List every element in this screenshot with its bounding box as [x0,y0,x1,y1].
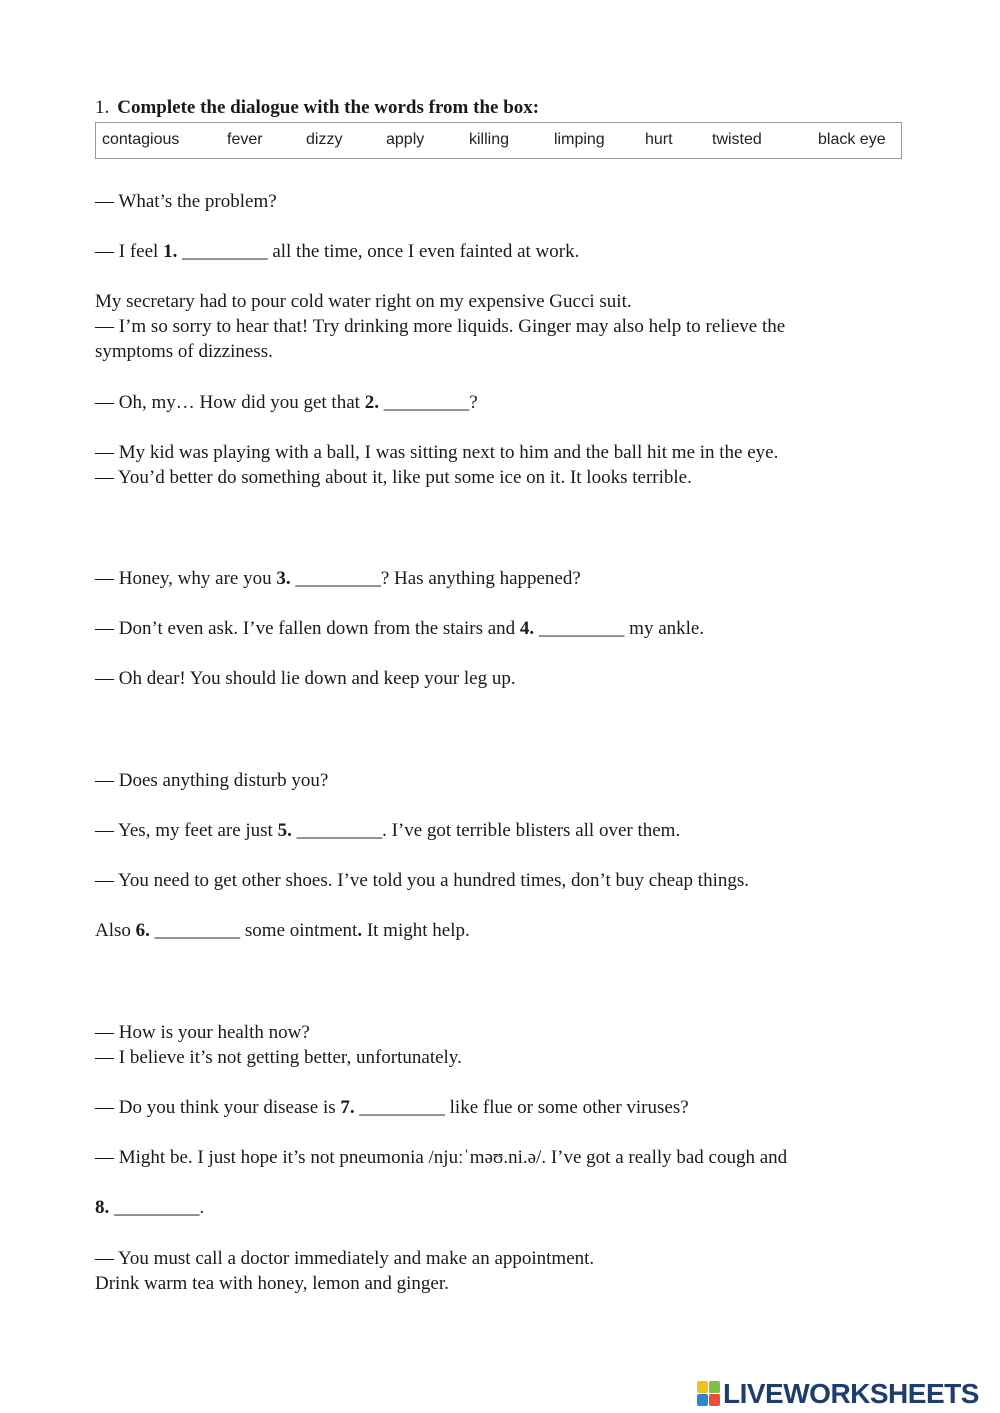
line-text: — Don’t even ask. I’ve fallen down from the stairs and [95,618,520,639]
liveworksheets-logo-icon [697,1381,721,1407]
logo-text: LIVEWORKSHEETS [723,1378,979,1409]
logo-square-blue [697,1394,708,1406]
word-box-item: twisted [712,131,762,148]
answer-blank-1[interactable]: _________ [182,241,268,262]
dialogue-line [95,390,478,415]
liveworksheets-logo[interactable] [697,1377,979,1411]
dialogue-line: — Oh dear! You should lie down and keep your leg up. [95,668,516,689]
line-text: ? Has anything happened? [380,568,581,589]
dialogue-line [95,566,581,591]
answer-blank-6[interactable]: _________ [154,920,241,941]
gap-number: 8. [95,1197,110,1218]
word-box-item: killing [469,131,510,148]
dialogue-line: — I believe it’s not getting better, unfortunately. [95,1047,462,1068]
word-box-item: apply [386,131,425,148]
word-box-item: limping [554,131,605,148]
word-box-item: black eye [818,131,886,148]
dialogue-line: — How is your health now? [95,1022,310,1043]
word-box-item: contagious [102,131,180,148]
line-text: . [357,920,363,941]
answer-blank-5[interactable]: _________ [296,820,383,841]
logo-square-green [709,1381,720,1393]
dialogue-line [95,1195,204,1220]
line-text: . I’ve got terrible blisters all over them. [382,820,681,841]
task-number: 1. [95,97,110,118]
task-heading [95,97,539,119]
line-text: It might help. [362,920,470,941]
line-text: my ankle. [624,618,705,639]
dialogue-line [95,239,579,264]
dialogue-line [95,616,704,641]
dialogue-line: — I’m so sorry to hear that! Try drinking more liquids. Ginger may also help to relieve the [95,316,786,337]
dialogue-line: — What’s the problem? [95,191,277,212]
line-text: ? [469,392,478,413]
gap-number: 6. [135,920,150,941]
line-text: — Oh, my… How did you get that [95,392,365,413]
answer-blank-3[interactable]: _________ [295,568,381,589]
dialogue-line: — You must call a doctor immediately and make an appointment. [95,1248,595,1269]
line-text: — Honey, why are you [95,568,277,589]
answer-blank-8[interactable]: _________ [114,1197,200,1218]
line-text: all the time, once I even fainted at work. [267,241,580,262]
dialogue-line: My secretary had to pour cold water right on my expensive Gucci suit. [95,291,632,312]
task-title: Complete the dialogue with the words from the box: [117,97,540,118]
answer-blank-4[interactable]: _________ [538,618,625,639]
gap-number: 7. [340,1097,355,1118]
dialogue-line: — My kid was playing with a ball, I was sitting next to him and the ball hit me in the eye. [95,442,779,463]
line-text: — Yes, my feet are just [95,820,278,841]
dialogue-line: — Might be. I just hope it’s not pneumonia /njuːˈməʊ.ni.ə/. I’ve got a really bad cough and [95,1147,788,1168]
dialogue-line: symptoms of dizziness. [95,341,273,362]
line-text: like flue or some other viruses? [444,1097,689,1118]
answer-blank-2[interactable]: _________ [383,392,470,413]
answer-blank-7[interactable]: _________ [359,1097,445,1118]
logo-square-red [709,1394,720,1406]
word-box [95,122,902,159]
dialogue-line [95,1095,689,1120]
line-text: — Do you think your disease is [95,1097,341,1118]
word-box-item: fever [227,131,263,148]
line-text: . [199,1197,205,1218]
gap-number: 3. [276,568,291,589]
gap-number: 1. [163,241,178,262]
dialogue-line: — You need to get other shoes. I’ve told you a hundred times, don’t buy cheap things. [95,870,749,891]
dialogue-line [95,818,680,843]
dialogue-line: — You’d better do something about it, like put some ice on it. It looks terrible. [95,467,692,488]
logo-square-yellow [697,1381,708,1393]
word-box-item: hurt [645,131,673,148]
dialogue-line [95,918,470,943]
line-text: — I feel [95,241,164,262]
gap-number: 2. [364,392,379,413]
gap-number: 5. [277,820,292,841]
dialogue-line: Drink warm tea with honey, lemon and ginger. [95,1273,449,1294]
line-text: some ointment [240,920,358,941]
gap-number: 4. [519,618,535,639]
dialogue-line: — Does anything disturb you? [95,770,329,791]
word-box-item: dizzy [306,131,343,148]
line-text: Also [95,920,136,941]
